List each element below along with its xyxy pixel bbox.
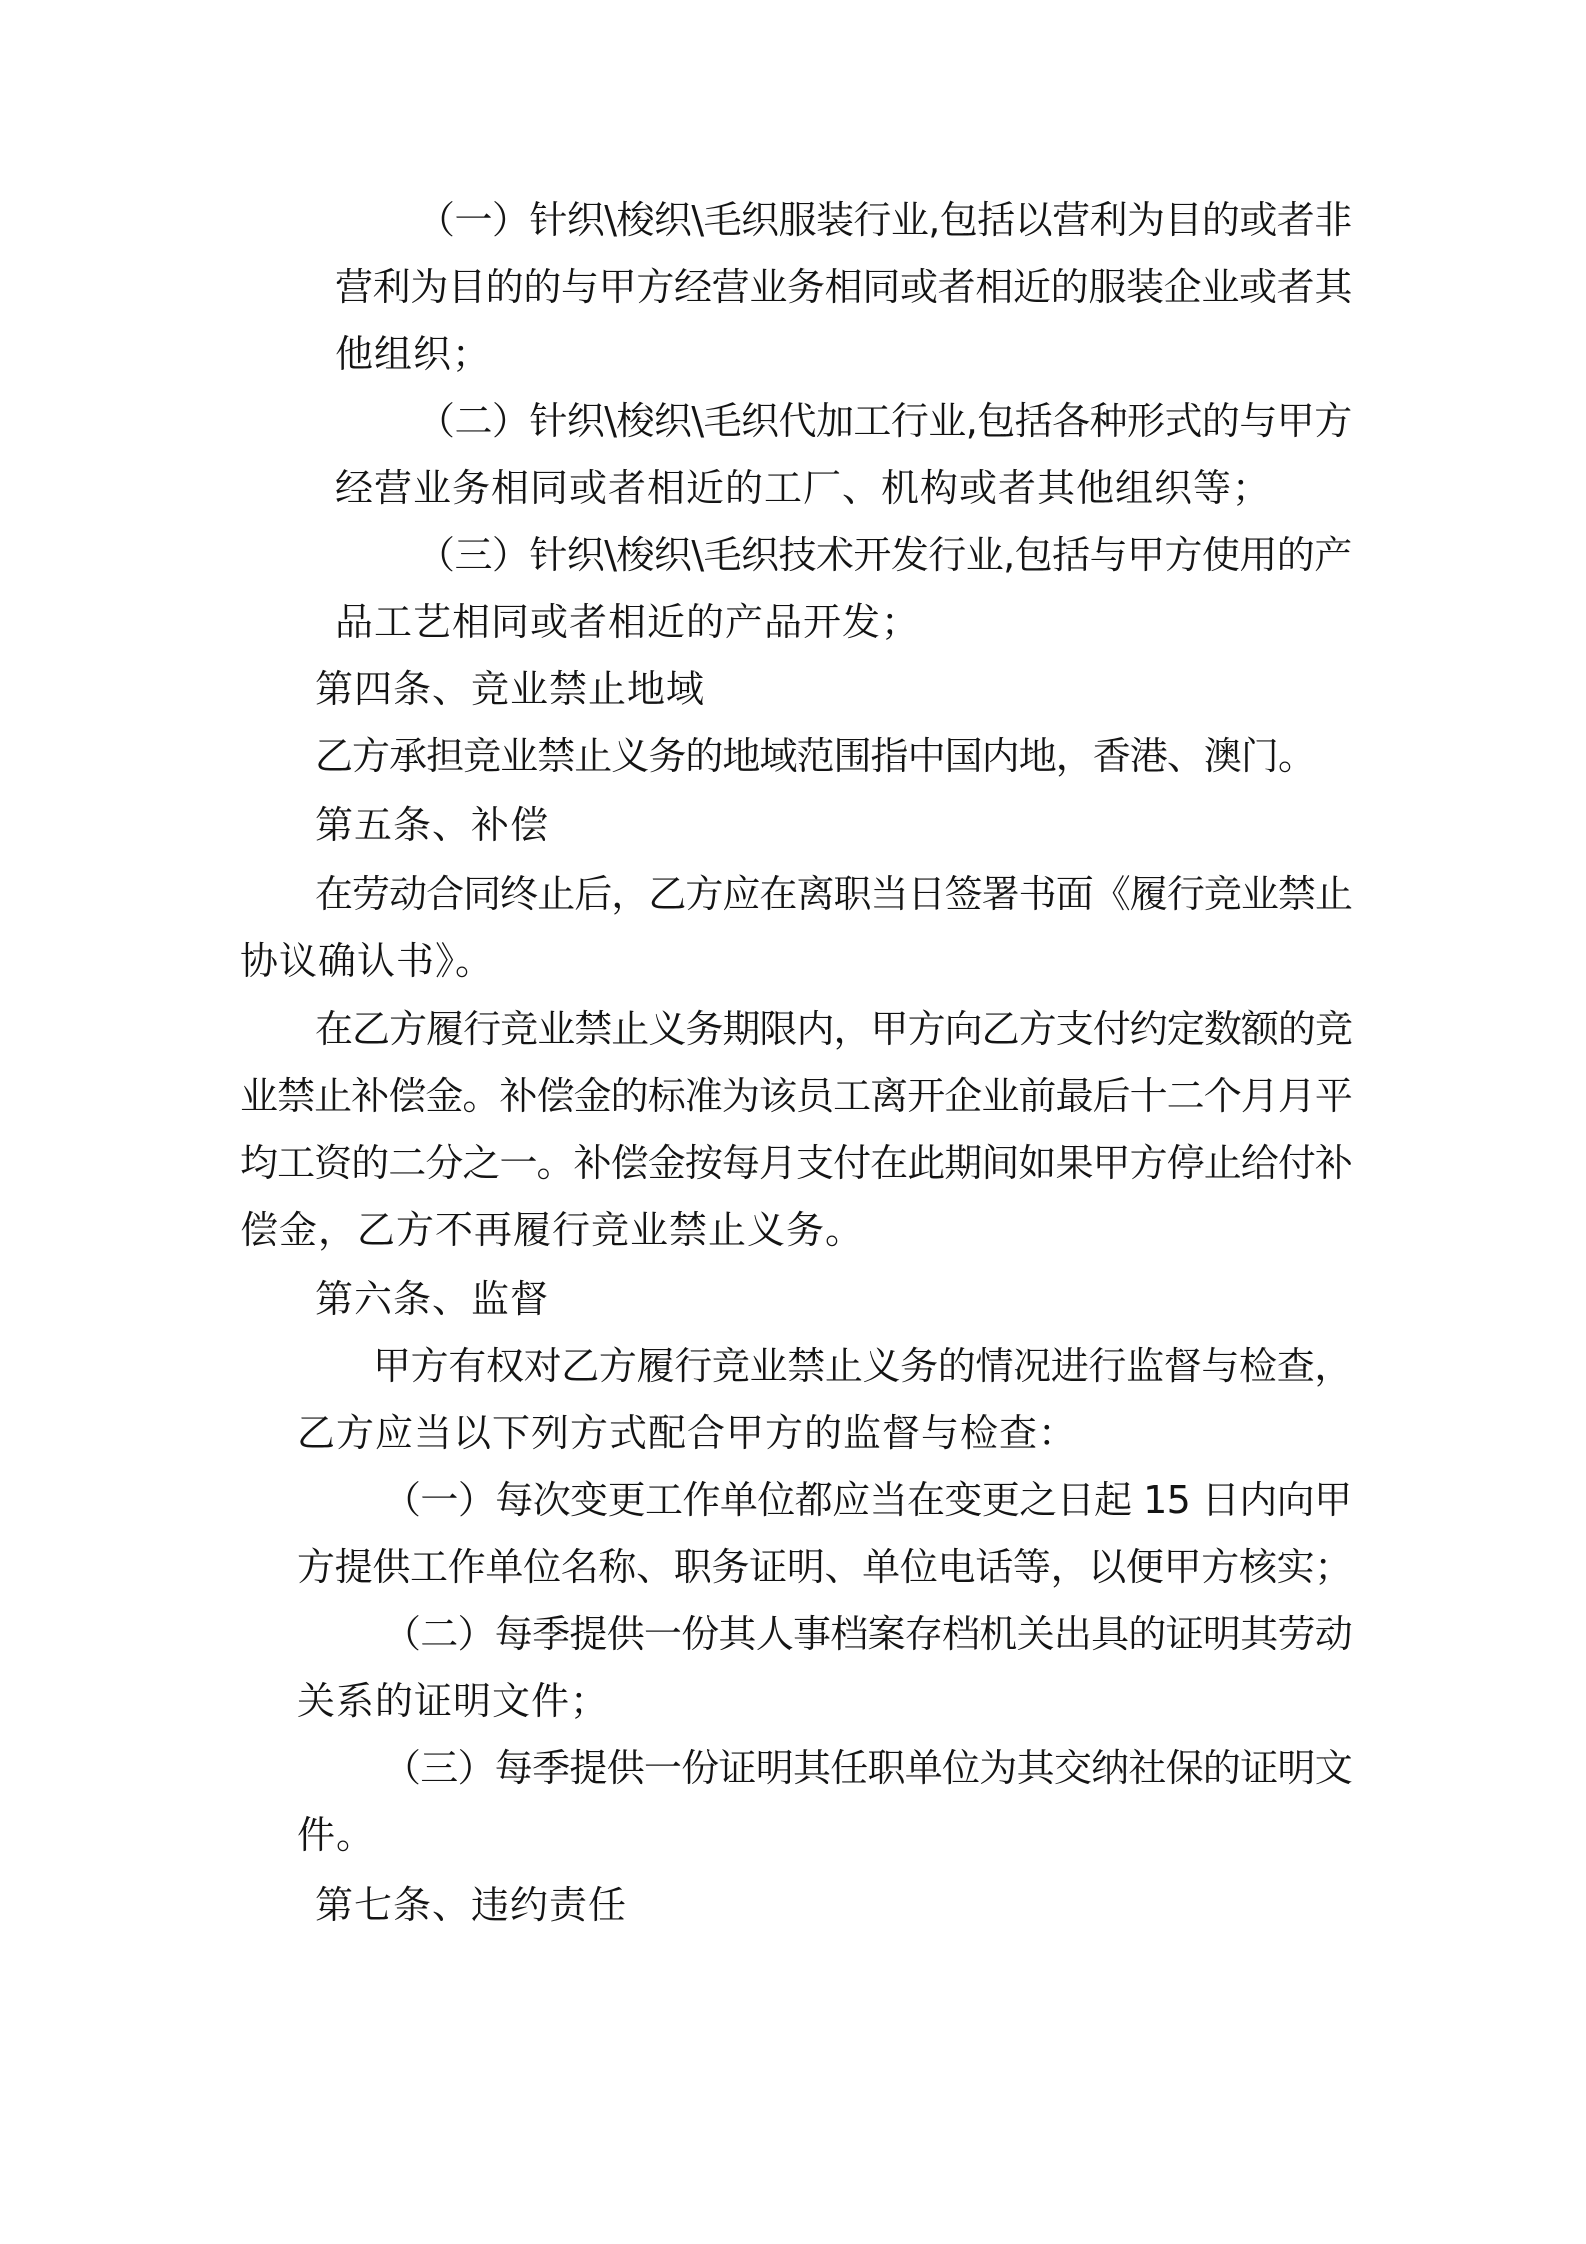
clause-6-item-2-line-1: （二）每季提供一份其人事档案存档机关出具的证明其劳动 <box>383 1612 1353 1656</box>
clause-3-item-2-line-2: 经营业务相同或者相近的工厂、机构或者其他组织等； <box>335 466 1272 510</box>
clause-6-item-1-line-1: （一）每次变更工作单位都应当在变更之日起 15 日内向甲 <box>383 1478 1352 1522</box>
clause-6-item-1-line-2: 方提供工作单位名称、职务证明、单位电话等，以便甲方核实； <box>297 1545 1353 1589</box>
clause-3-item-1-line-2: 营利为目的的与甲方经营业务相同或者相近的服装企业或者其 <box>335 265 1353 309</box>
clause-5-para-1-line-2: 协议确认书》。 <box>240 939 495 983</box>
clause-3-item-1-line-3: 他组织； <box>335 332 492 376</box>
clause-6-heading: 第六条、监督 <box>315 1277 550 1321</box>
clause-4-heading: 第四条、竞业禁止地域 <box>315 667 706 711</box>
clause-5-para-1-line-1: 在劳动合同终止后，乙方应在离职当日签署书面《履行竞业禁止 <box>315 872 1353 916</box>
clause-6-item-3-line-1: （三）每季提供一份证明其任职单位为其交纳社保的证明文 <box>383 1746 1353 1790</box>
clause-5-para-2-line-1: 在乙方履行竞业禁止义务期限内，甲方向乙方支付约定数额的竞 <box>315 1007 1353 1051</box>
clause-6-item-3-line-2: 件。 <box>297 1813 376 1857</box>
clause-5-para-2-line-3: 均工资的二分之一。补偿金按每月支付在此期间如果甲方停止给付补 <box>240 1141 1353 1185</box>
clause-5-para-2-line-4: 偿金，乙方不再履行竞业禁止义务。 <box>240 1208 865 1252</box>
clause-7-heading: 第七条、违约责任 <box>315 1883 628 1927</box>
clause-5-heading: 第五条、补偿 <box>315 803 550 847</box>
clause-3-item-3-line-1: （三）针织\梭织\毛织技术开发行业,包括与甲方使用的产 <box>417 533 1352 577</box>
clause-3-item-3-line-2: 品工艺相同或者相近的产品开发； <box>335 600 921 644</box>
clause-4-body: 乙方承担竞业禁止义务的地域范围指中国内地，香港、澳门。 <box>315 734 1316 778</box>
clause-3-item-2-line-1: （二）针织\梭织\毛织代加工行业,包括各种形式的与甲方 <box>417 399 1352 443</box>
clause-6-intro-line-2: 乙方应当以下列方式配合甲方的监督与检查： <box>297 1411 1078 1455</box>
clause-5-para-2-line-2: 业禁止补偿金。补偿金的标准为该员工离开企业前最后十二个月月平 <box>240 1074 1353 1118</box>
clause-6-intro-line-1: 甲方有权对乙方履行竞业禁止义务的情况进行监督与检查， <box>373 1344 1353 1388</box>
clause-3-item-1-line-1: （一）针织\梭织\毛织服装行业,包括以营利为目的或者非 <box>417 198 1352 242</box>
clause-6-item-2-line-2: 关系的证明文件； <box>297 1679 610 1723</box>
